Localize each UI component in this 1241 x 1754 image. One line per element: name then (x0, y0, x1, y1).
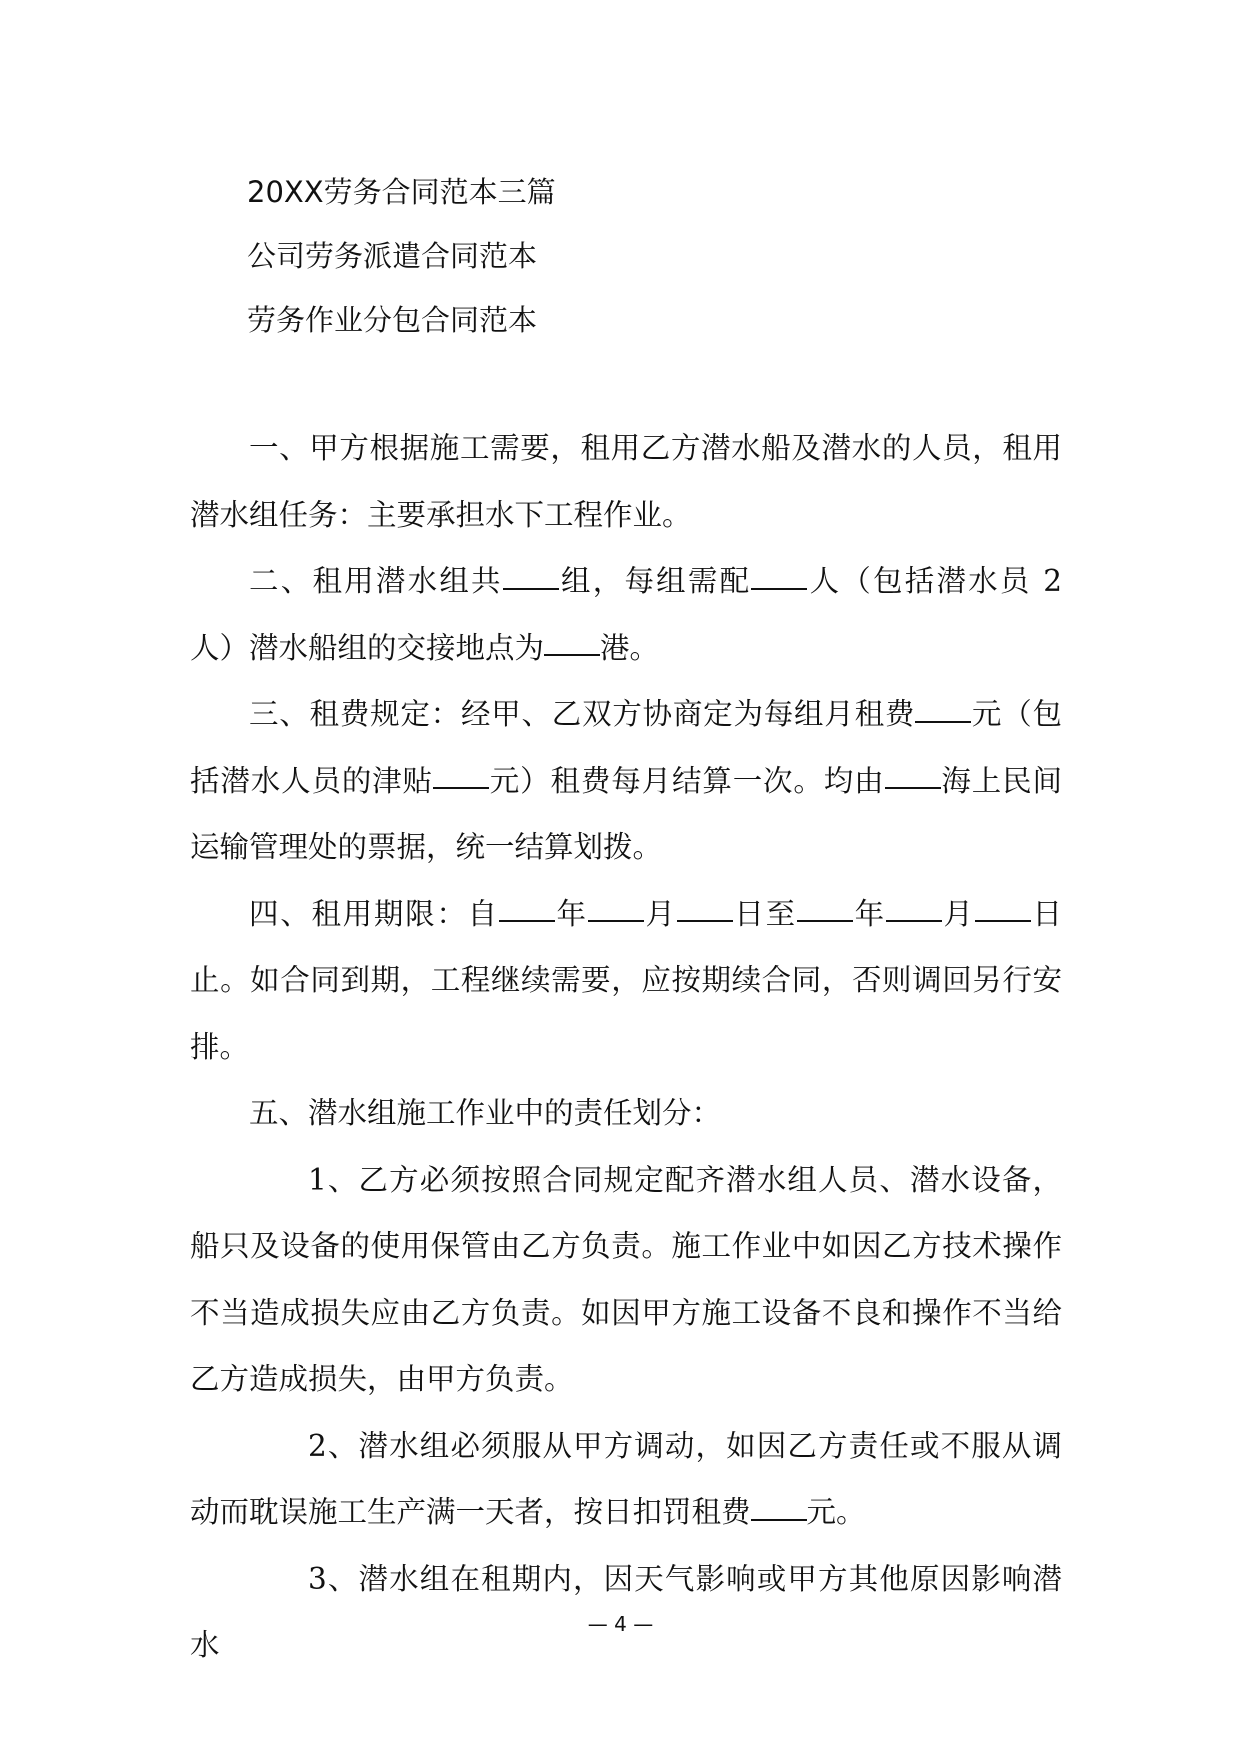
fill-blank (677, 919, 733, 922)
contract-body (190, 415, 1062, 1679)
clause-5-2 (190, 1413, 1062, 1546)
related-articles-list (247, 160, 556, 352)
clause-2-text: 人（包括潜水员 2 人）潜水船组的交接地点为 (190, 564, 1062, 665)
related-article-link[interactable]: 公司劳务派遣合同范本 (247, 239, 538, 273)
fill-blank (797, 919, 853, 922)
fill-blank (915, 720, 971, 723)
clause-2-text: 港。 (600, 630, 660, 665)
clause-4-text: 年 (554, 896, 588, 931)
clause-4-text: 日止。如合同到期，工程继续需要，应按期续合同，否则调回另行安排。 (190, 896, 1062, 1064)
fill-blank (433, 786, 489, 789)
clause-4-text: 四、租用期限：自 (249, 896, 499, 931)
fill-blank (751, 587, 807, 590)
clause-2 (190, 548, 1062, 681)
clause-1: 一、甲方根据施工需要，租用乙方潜水船及潜水的人员，租用潜水组任务：主要承担水下工程作业。 (190, 431, 1062, 532)
clause-4-text: 月 (643, 896, 677, 931)
clause-3-text: 海上民间运输管理处的票据，统一结算划拨。 (190, 763, 1062, 864)
fill-blank (499, 919, 555, 922)
clause-4-text: 月 (941, 896, 975, 931)
clause-4 (190, 881, 1062, 1081)
clause-5-2-text: 元。 (806, 1495, 866, 1529)
clause-5-2-text: 2、潜水组必须服从甲方调动，如因乙方责任或不服从调动而耽误施工生产满一天者，按日扣罚租费 (190, 1428, 1062, 1529)
clause-3-text: 元）租费每月结算一次。均由 (488, 763, 885, 798)
fill-blank (588, 919, 644, 922)
clause-5: 五、潜水组施工作业中的责任划分： (249, 1096, 722, 1130)
fill-blank (885, 786, 941, 789)
clause-4-text: 日至 (732, 896, 797, 931)
fill-blank (751, 1518, 807, 1521)
related-article-link[interactable]: 劳务作业分包合同范本 (247, 303, 538, 337)
clause-5-1: 1、乙方必须按照合同规定配齐潜水组人员、潜水设备，船只及设备的使用保管由乙方负责。施工作业中如因乙方技术操作不当造成损失应由乙方负责。如因甲方施工设备不良和操作不当给乙方造成损失，由甲方负责。 (190, 1162, 1062, 1396)
clause-2-text: 组，每组需配 (558, 564, 752, 598)
clause-3-text: 元（包括潜水人员的津贴 (190, 697, 1062, 798)
related-article-link[interactable]: 20XX劳务合同范本三篇 (247, 175, 556, 209)
clause-3 (190, 681, 1062, 881)
fill-blank (886, 919, 942, 922)
fill-blank (975, 919, 1031, 922)
page-number: — 4 — (587, 1612, 654, 1636)
clause-5-3: 3、潜水组在租期内，因天气影响或甲方其他原因影响潜水 (190, 1561, 1062, 1662)
fill-blank (544, 653, 600, 656)
clause-3-text: 三、租费规定：经甲、乙双方协商定为每组月租费 (249, 697, 916, 731)
clause-4-text: 年 (852, 896, 886, 931)
fill-blank (503, 587, 559, 590)
clause-2-text: 二、租用潜水组共 (249, 564, 503, 598)
